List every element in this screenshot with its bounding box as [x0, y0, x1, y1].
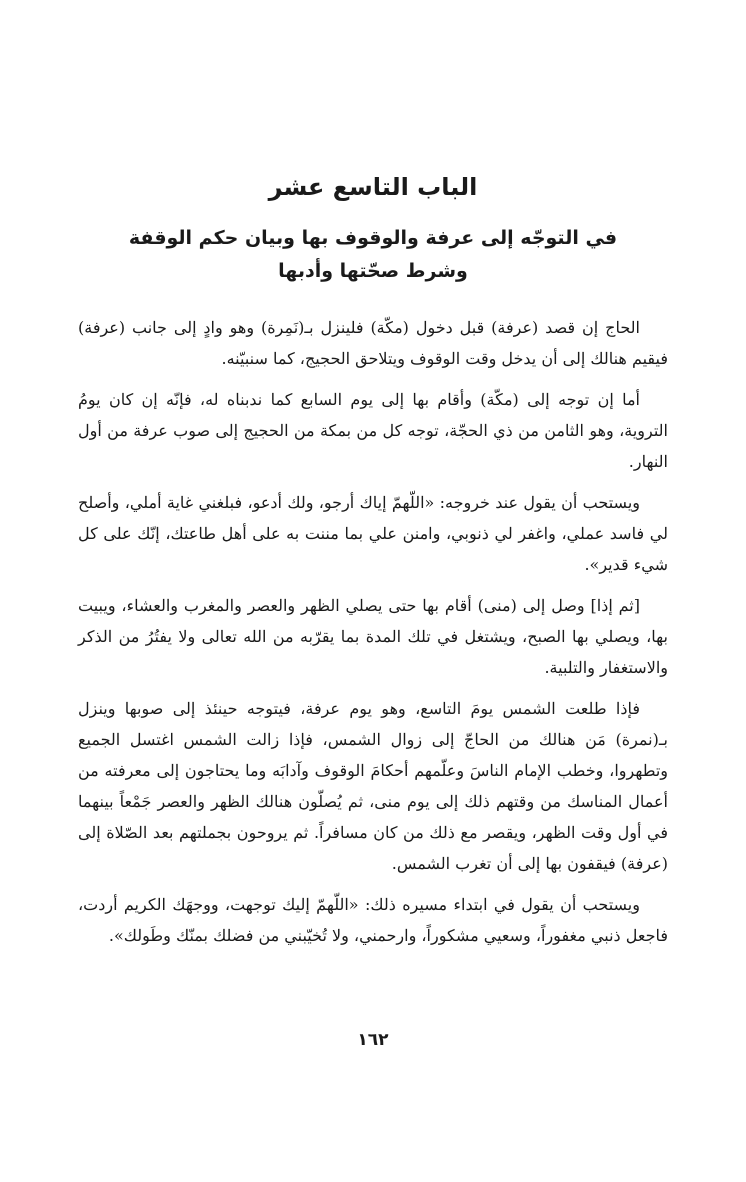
paragraph-4: [ثم إذا] وصل إلى (منى) أقام بها حتى يصلي الظهر والعصر والمغرب والعشاء، ويبيت بها، ويصلي بها الصبح، ويشتغل في تلك المدة بما يقرّبه من الله تعالى ولا يفتُرُ من الذكر والاستغفار والتلبية. [78, 596, 668, 677]
chapter-subtitle [0, 222, 746, 288]
chapter-subtitle-line-2: وشرط صحّتها وأدبها [278, 260, 468, 282]
body-text [78, 312, 668, 961]
chapter-title: الباب التاسع عشر [268, 173, 478, 201]
page-number: ١٦٢ [357, 1030, 389, 1050]
paragraph-1: الحاج إن قصد (عرفة) قبل دخول (مكّة) فلينزل بـ(نَمِرة) وهو وادٍ إلى جانب (عرفة) فيقيم هنالك إلى أن يدخل وقت الوقوف ويتلاحق الحجيج، كما سنبيّنه. [78, 318, 668, 368]
chapter-subtitle-line-1: في التوجّه إلى عرفة والوقوف بها وبيان حكم الوقفة [128, 227, 618, 249]
paragraph-5: فإذا طلعت الشمس يومَ التاسع، وهو يوم عرفة، فيتوجه حينئذ إلى صوبها وينزل بـ(نمرة) مَن هنالك من الحاجّ إلى زوال الشمس، فإذا زالت الشمس اغتسل الجميع وتطهروا، وخطب الإمام الناسَ وعلّمهم أحكامَ الوقوف وآدابَه وما يحتاجون إلى معرفته من أعمال المناسك من وقتهم ذلك إلى يوم منى، ثم يُصلّون هنالك الظهر والعصر جَمْعاً بينهما في أول وقت الظهر، ويقصر مع ذلك من كان مسافراً. ثم يروحون بجملتهم بعد الصّلاة إلى (عرفة) فيقفون بها إلى أن تغرب الشمس. [78, 699, 669, 873]
paragraph-2: أما إن توجه إلى (مكّة) وأقام بها إلى يوم السابع كما ندبناه له، فإنّه إن كان يومُ التروية، وهو الثامن من ذي الحجّة، توجه كل من بمكة من الحجيج إلى صوب عرفة من أول النهار. [78, 390, 668, 471]
paragraph-3: ويستحب أن يقول عند خروجه: «اللّهمّ إياك أرجو، ولك أدعو، فبلغني غاية أملي، وأصلح لي فاسد عملي، واغفر لي ذنوبي، وامنن علي بما مننت به على أهل طاعتك، إنّك على كل شيء قدير». [78, 493, 668, 574]
paragraph-6: ويستحب أن يقول في ابتداء مسيره ذلك: «اللّهمّ إليك توجهت، ووجهَك الكريم أردت، فاجعل ذنبي مغفوراً، وسعيي مشكوراً، وارحمني، ولا تُخيّبني من فضلك بمنّك وطَولك». [78, 895, 668, 945]
